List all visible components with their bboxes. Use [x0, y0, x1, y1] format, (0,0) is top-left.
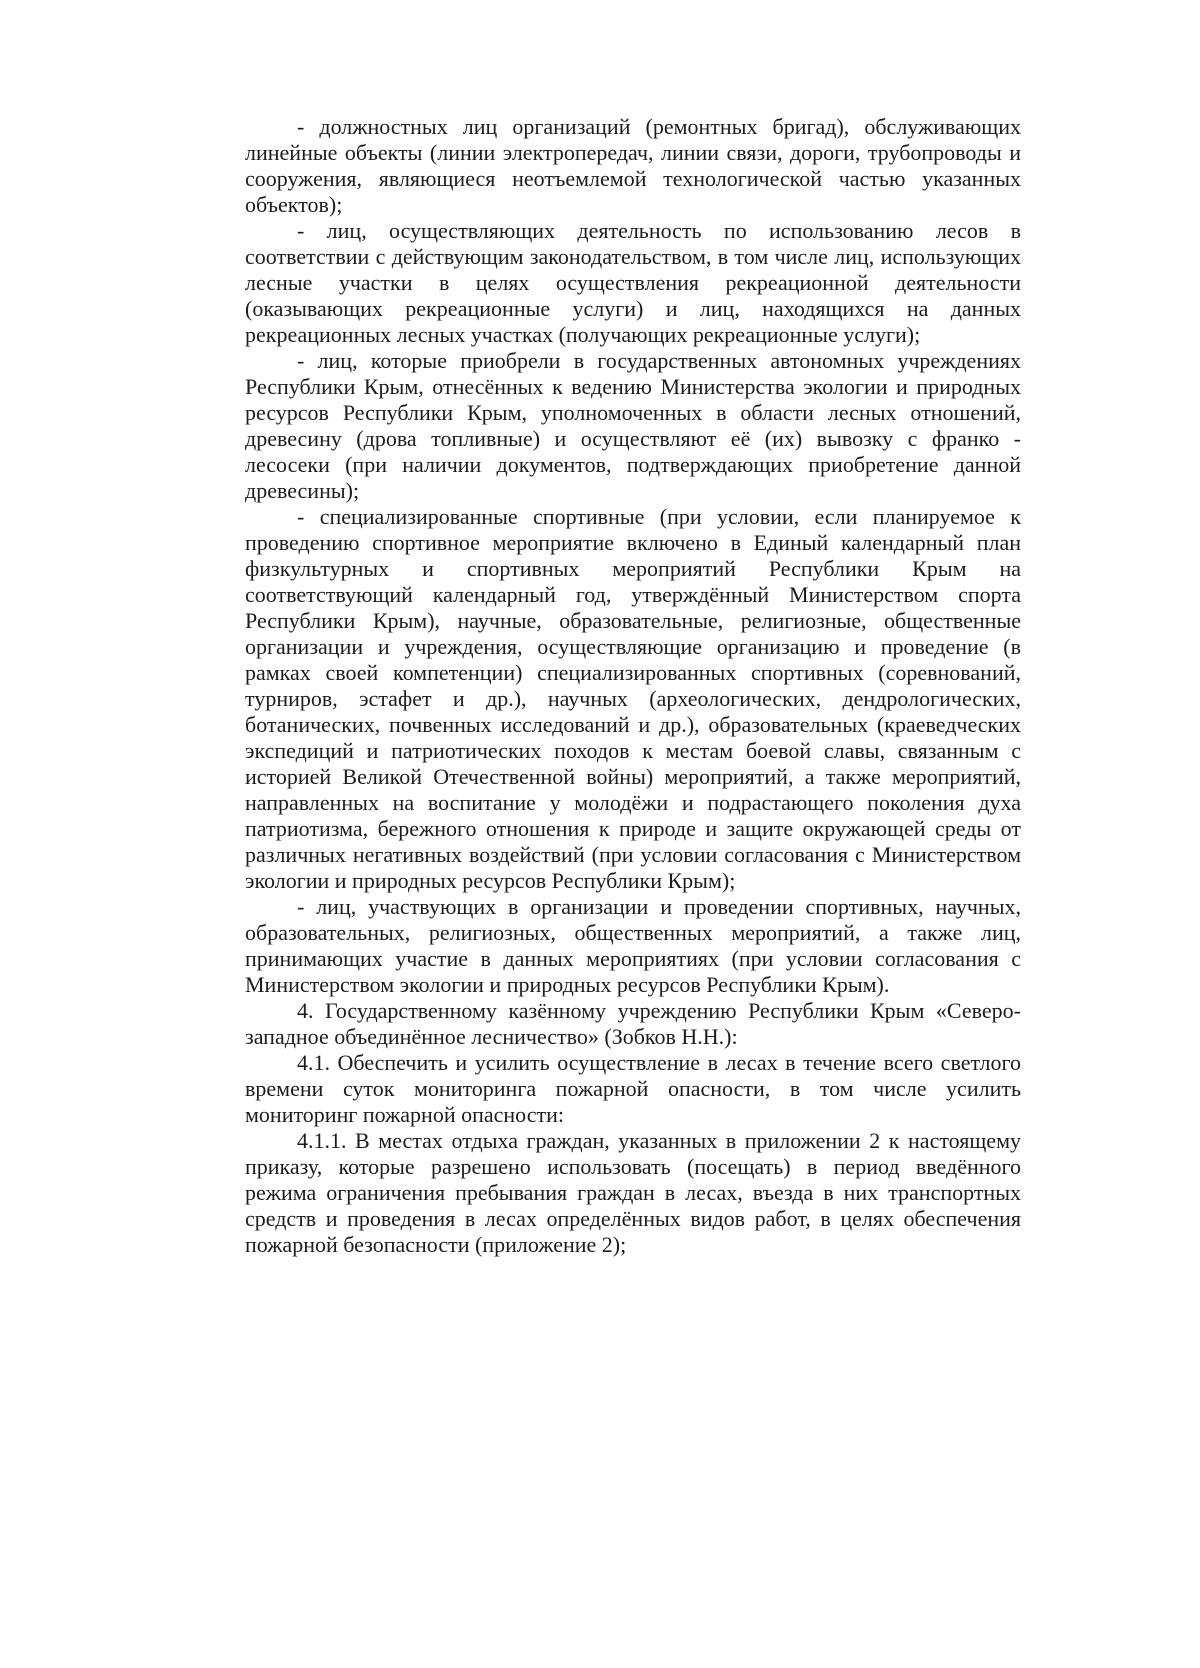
paragraph-event-participants: - лиц, участвующих в организации и проведении спортивных, научных, образовательных, религиозных, общественных мероприятий, а также лиц, принимающих участие в данных мероприятиях (при условии согласования с Министерством экологии и природных ресурсов Республики Крым). [245, 894, 1021, 997]
paragraph-firewood-buyers: - лиц, которые приобрели в государственных автономных учреждениях Республики Крым, отнесённых к ведению Министерства экологии и природных ресурсов Республики Крым, уполномоченных в области лесных отношений, древесину (дрова топливные) и осуществляют её (их) вывозку с франко - лесосеки (при наличии документов, подтверждающих приобретение данной древесины); [245, 348, 1021, 503]
paragraph-item-4-1: 4.1. Обеспечить и усилить осуществление в лесах в течение всего светлого времени суток мониторинга пожарной опасности, в том числе усилить мониторинг пожарной опасности: [245, 1050, 1021, 1127]
paragraph-item-4-1-1: 4.1.1. В местах отдыха граждан, указанных в приложении 2 к настоящему приказу, которые разрешено использовать (посещать) в период введённого режима ограничения пребывания граждан в лесах, въезда в них транспортных средств и проведения в лесах определённых видов работ, в целях обеспечения пожарной безопасности (приложение 2); [245, 1128, 1021, 1257]
paragraph-officials-repair-crews: - должностных лиц организаций (ремонтных бригад), обслуживающих линейные объекты (линии электропередач, линии связи, дороги, трубопроводы и сооружения, являющиеся неотъемлемой технологической частью указанных объектов); [245, 114, 1021, 217]
paragraph-specialized-organizations: - специализированные спортивные (при условии, если планируемое к проведению спортивное мероприятие включено в Единый календарный план физкультурных и спортивных мероприятий Республики Крым на соответствующий календарный год, утверждённый Министерством спорта Республики Крым), научные, образовательные, религиозные, общественные организации и учреждения, осуществляющие организацию и проведение (в рамках своей компетенции) специализированных спортивных (соревнований, турниров, эстафет и др.), научных (археологических, дендрологических, ботанических, почвенных исследований и др.), образовательных (краеведческих экспедиций и патриотических походов к местам боевой славы, связанным с историей Великой Отечественной войны) мероприятий, а также мероприятий, направленных на воспитание у молодёжи и подрастающего поколения духа патриотизма, бережного отношения к природе и защите окружающей среды от различных негативных воздействий (при условии согласования с Министерством экологии и природных ресурсов Республики Крым); [245, 504, 1021, 893]
document-body [245, 114, 1021, 1258]
paragraph-item-4: 4. Государственному казённому учреждению Республики Крым «Северо-западное объединённое лесничество» (Зобков Н.Н.): [245, 998, 1021, 1049]
paragraph-forest-users: - лиц, осуществляющих деятельность по использованию лесов в соответствии с действующим законодательством, в том числе лиц, использующих лесные участки в целях осуществления рекреационной деятельности (оказывающих рекреационные услуги) и лиц, находящихся на данных рекреационных лесных участках (получающих рекреационные услуги); [245, 218, 1021, 347]
